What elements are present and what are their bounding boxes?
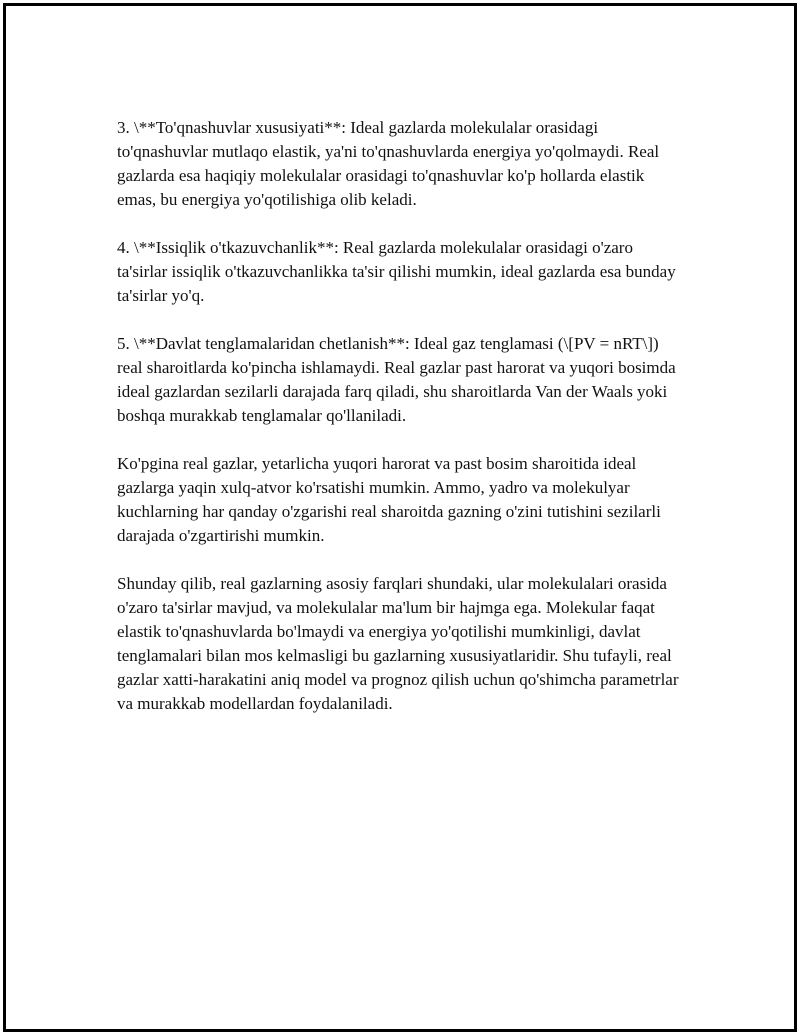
document-body [117,116,687,740]
paragraph-real-gas-behavior: Ko'pgina real gazlar, yetarlicha yuqori harorat va past bosim sharoitida ideal gazlarga yaqin xulq-atvor ko'rsatishi mumkin. Ammo, yadro va molekulyar kuchlarning har qanday o'zgarishi real sharoitda gazning o'zini tutishini sezilarli darajada o'zgartirishi mumkin. [117,454,661,545]
paragraph-thermal-conductivity: 4. \**Issiqlik o'tkazuvchanlik**: Real gazlarda molekulalar orasidagi o'zaro ta'sirlar issiqlik o'tkazuvchanlikka ta'sir qilishi mumkin, ideal gazlarda esa bunday ta'sirlar yo'q. [117,238,676,305]
paragraph-equation-deviation: 5. \**Davlat tenglamalaridan chetlanish**: Ideal gaz tenglamasi (\[PV = nRT\]) real sharoitlarda ko'pincha ishlamaydi. Real gazlar past harorat va yuqori bosimda ideal gazlardan sezilarli darajada farq qiladi, shu sharoitlarda Van der Waals yoki boshqa murakkab tenglamalar qo'llaniladi. [117,334,676,425]
paragraph-collisions: 3. \**To'qnashuvlar xususiyati**: Ideal gazlarda molekulalar orasidagi to'qnashuvlar mutlaqo elastik, ya'ni to'qnashuvlarda energiya yo'qolmaydi. Real gazlarda esa haqiqiy molekulalar orasidagi to'qnashuvlar ko'p hollarda elastik emas, bu energiya yo'qotilishiga olib keladi. [117,118,660,209]
paragraph-conclusion: Shunday qilib, real gazlarning asosiy farqlari shundaki, ular molekulalari orasida o'zaro ta'sirlar mavjud, va molekulalar ma'lum bir hajmga ega. Molekular faqat elastik to'qnashuvlarda bo'lmaydi va energiya yo'qotilishi mumkinligi, davlat tenglamalari bilan mos kelmasligi bu gazlarning xususiyatlaridir. Shu tufayli, real gazlar xatti-harakatini aniq model va prognoz qilish uchun qo'shimcha parametrlar va murakkab modellardan foydalaniladi. [117,574,679,713]
